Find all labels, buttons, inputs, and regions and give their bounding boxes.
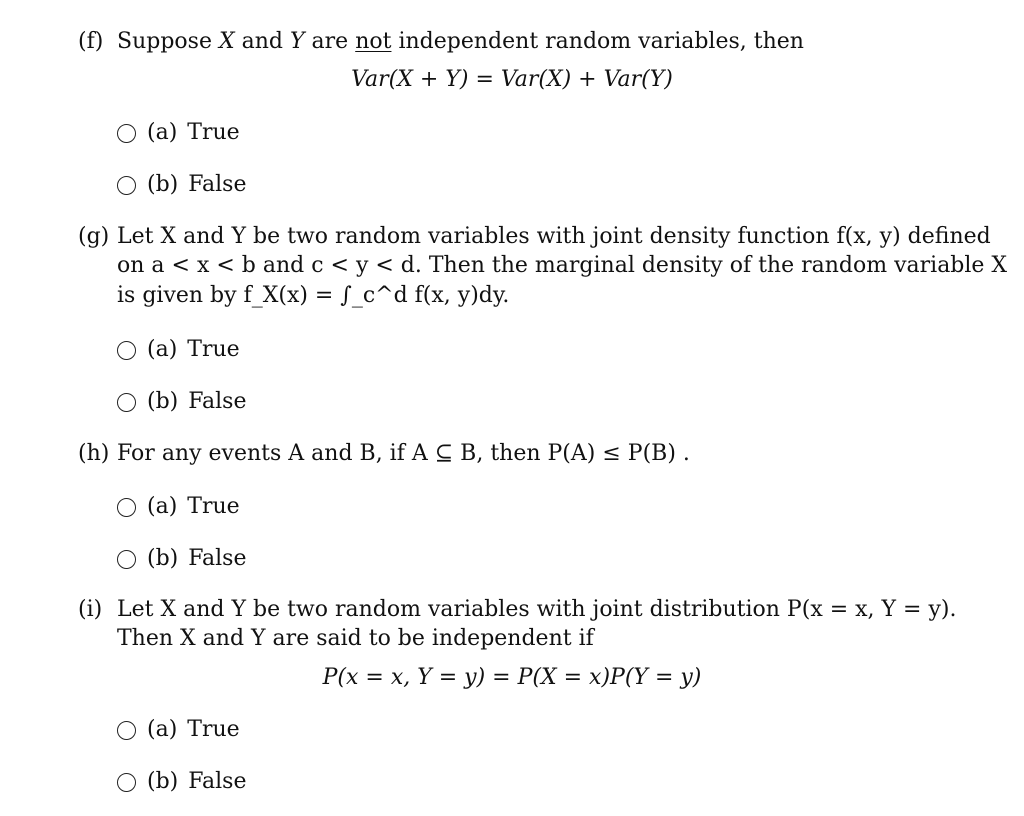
question-h-option-a[interactable]: (a) True: [117, 493, 240, 521]
question-h-option-b[interactable]: (b) False: [117, 545, 246, 573]
radio-button[interactable]: [117, 721, 136, 740]
question-f-label: (f): [78, 29, 104, 54]
option-label: False: [188, 546, 247, 571]
question-g-line-3: is given by f_X(x) = ∫_c^d f(x, y)dy.: [117, 283, 510, 308]
option-label: False: [188, 172, 247, 197]
question-i-equation: P(x = x, Y = y) = P(X = x)P(Y = y): [322, 665, 702, 690]
radio-button[interactable]: [117, 550, 136, 569]
option-label: True: [187, 717, 240, 742]
question-g-option-a[interactable]: (a) True: [117, 336, 240, 364]
question-g-option-b[interactable]: (b) False: [117, 388, 246, 416]
radio-button[interactable]: [117, 393, 136, 412]
question-i-option-b[interactable]: (b) False: [117, 768, 246, 796]
question-g-line-1: Let X and Y be two random variables with joint density function f(x, y) defined: [117, 224, 991, 249]
question-f-option-b[interactable]: (b) False: [117, 171, 246, 199]
question-i-option-a[interactable]: (a) True: [117, 716, 240, 744]
question-h-text: For any events A and B, if A ⊆ B, then P(A) ≤ P(B) .: [117, 441, 690, 466]
question-i-label: (i): [78, 597, 103, 622]
question-h-label: (h): [78, 441, 110, 466]
option-label: True: [187, 337, 240, 362]
radio-button[interactable]: [117, 498, 136, 517]
question-i-line-2: Then X and Y are said to be independent if: [117, 626, 594, 651]
radio-button[interactable]: [117, 773, 136, 792]
option-label: False: [188, 769, 247, 794]
radio-button[interactable]: [117, 341, 136, 360]
option-label: True: [187, 494, 240, 519]
question-g-line-2: on a < x < b and c < y < d. Then the marginal density of the random variable X: [117, 253, 1008, 278]
option-label: True: [187, 120, 240, 145]
option-label: False: [188, 389, 247, 414]
question-i-line-1: Let X and Y be two random variables with joint distribution P(x = x, Y = y).: [117, 597, 957, 622]
question-f-equation: Var(X + Y) = Var(X) + Var(Y): [351, 67, 673, 92]
question-g-label: (g): [78, 224, 110, 249]
radio-button[interactable]: [117, 124, 136, 143]
question-f-option-a[interactable]: (a) True: [117, 119, 240, 147]
question-f-text: Suppose X and Y are not independent random variables, then: [117, 29, 804, 54]
radio-button[interactable]: [117, 176, 136, 195]
